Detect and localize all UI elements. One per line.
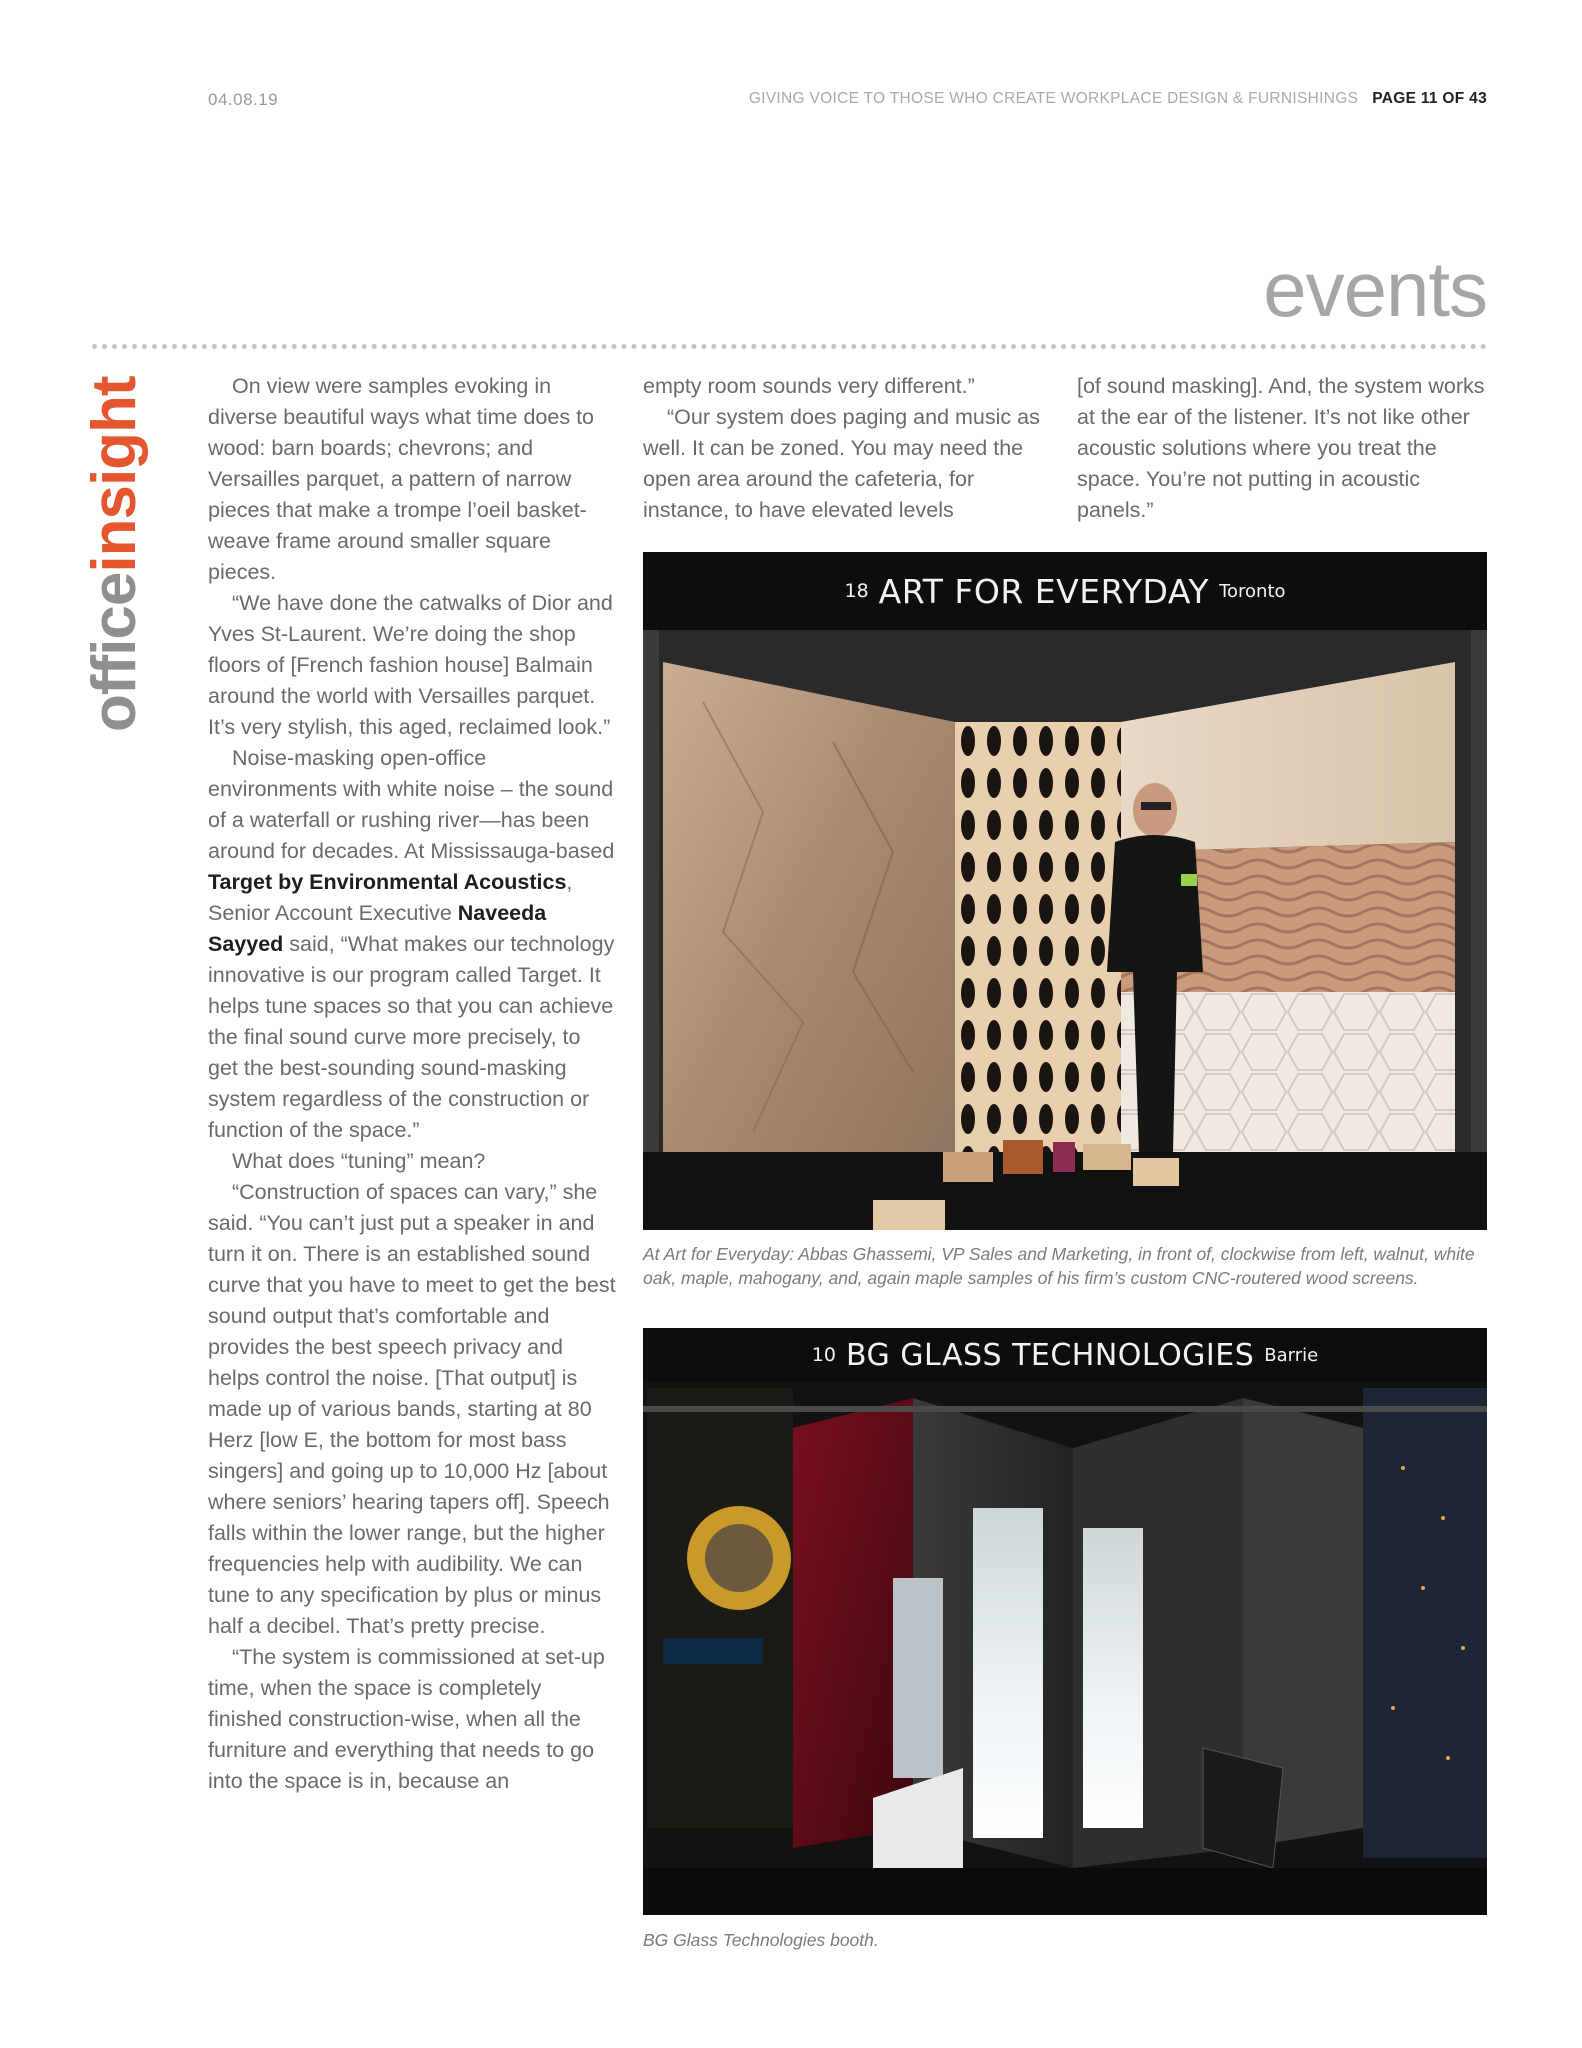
brand-logo-insight: insight xyxy=(80,376,149,573)
section-divider xyxy=(92,344,1487,349)
paragraph: On view were samples evoking in diverse beautiful ways what time does to wood: barn boards; chevrons; and Versailles parquet, a pattern of narrow pieces that make a trompe l’oeil basket-weave frame around smaller square pieces. xyxy=(208,374,595,584)
paragraph: [of sound masking]. And, the system works at the ear of the listener. It’s not like other acoustic solutions where you treat the space. You’re not putting in acoustic panels.” xyxy=(1077,374,1485,522)
booth-banner xyxy=(643,552,1487,630)
person-name: Naveeda Sayyed xyxy=(208,901,547,956)
brand-logo-office: office xyxy=(80,572,149,732)
company-name: Target by Environmental Acoustics xyxy=(208,870,567,894)
paragraph: “Construction of spaces can vary,” she said. “You can’t just put a speaker in and turn it on. There is an established sound curve that you have to meet to get the best sound output that’s comfortable and provides the best speech privacy and helps control the noise. [That output] is made up of various bands, starting at 80 Herz [low E, the bottom for most bass singers] and going up to 10,000 Hz [about where seniors’ hearing tapers off]. Speech falls within the lower range, but the higher frequencies help with audibility. We can tune to any specification by plus or minus half a decibel. That’s pretty precise. xyxy=(208,1180,616,1638)
text-run: Noise-masking open-office environments with white noise – the sound of a waterfall or rushing river—has been around for decades. At Mississauga-based xyxy=(208,746,615,863)
text-run: said, “What makes our technology innovative is our program called Target. It helps tune spaces so that you can achieve the final sound curve more precisely, to get the best-sounding sound-masking system regardless of the construction or function of the space.” xyxy=(208,932,615,1142)
booth-photo-art-for-everyday xyxy=(643,552,1487,1230)
header-right xyxy=(749,90,1487,108)
booth-name: ART FOR EVERYDAY xyxy=(878,571,1210,611)
photo-caption: At Art for Everyday: Abbas Ghassemi, VP Sales and Marketing, in front of, clockwise from left, walnut, white oak, maple, mahogany, and, again maple samples of his firm’s custom CNC-routered wood screens. xyxy=(643,1244,1475,1288)
booth-banner xyxy=(643,1328,1487,1382)
section-title: events xyxy=(1263,245,1487,333)
article-column-1 xyxy=(208,371,616,1797)
booth-number: 18 xyxy=(844,580,869,602)
article-column-3 xyxy=(1077,371,1487,526)
photo-caption: BG Glass Technologies booth. xyxy=(643,1930,879,1950)
paragraph xyxy=(208,743,616,1146)
paragraph: “Our system does paging and music as well. It can be zoned. You may need the open area around the cafeteria, for instance, to have elevated levels xyxy=(643,405,1040,522)
header-tagline: GIVING VOICE TO THOSE WHO CREATE WORKPLACE DESIGN & FURNISHINGS xyxy=(748,90,1359,107)
page-number: PAGE 11 OF 43 xyxy=(1372,90,1487,107)
paragraph: empty room sounds very different.” xyxy=(643,374,975,398)
booth-name: BG GLASS TECHNOLOGIES xyxy=(845,1337,1255,1373)
brand-logo xyxy=(80,376,149,732)
booth-photo-bg-glass xyxy=(643,1328,1487,1915)
issue-date: 04.08.19 xyxy=(208,90,279,109)
booth-city: Barrie xyxy=(1264,1344,1319,1366)
text-run: , Senior Account Executive xyxy=(208,870,573,925)
booth-number: 10 xyxy=(811,1344,836,1366)
booth-photo-bg-glass-image xyxy=(643,1328,1487,1915)
paragraph: “We have done the catwalks of Dior and Yves St-Laurent. We’re doing the shop floors of [French fashion house] Balmain around the world with Versailles parquet. It’s very stylish, this aged, reclaimed look.” xyxy=(208,591,613,739)
booth-city: Toronto xyxy=(1219,580,1286,602)
paragraph: What does “tuning” mean? xyxy=(232,1149,486,1173)
paragraph: “The system is commissioned at set-up time, when the space is completely finished construction-wise, when all the furniture and everything that needs to go into the space is in, because an xyxy=(208,1645,605,1793)
booth-photo-art-for-everyday-image xyxy=(643,552,1487,1230)
article-column-2 xyxy=(643,371,1055,526)
